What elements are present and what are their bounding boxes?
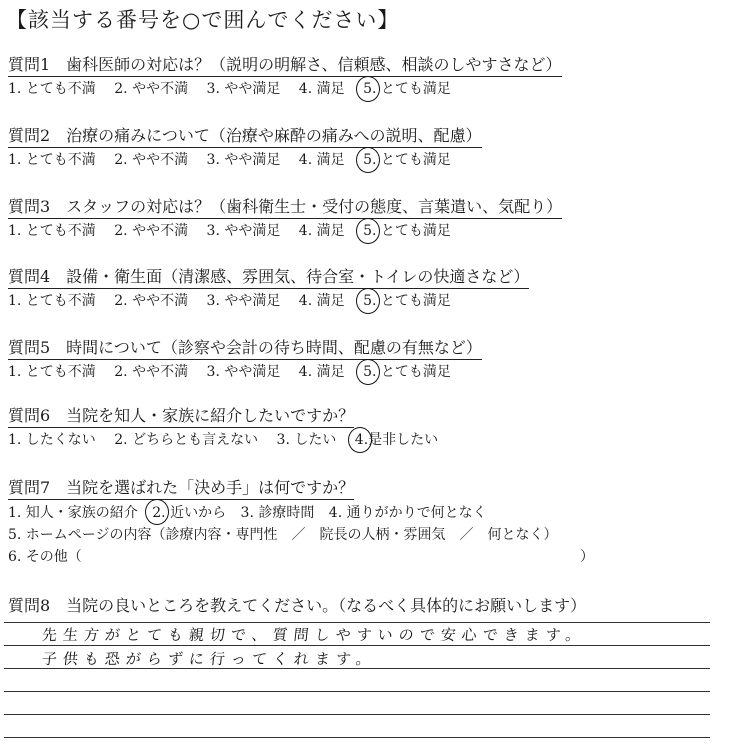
- question-3: [8, 197, 562, 240]
- question-8: [8, 596, 586, 617]
- option-1[interactable]: 1. とても不満: [8, 364, 96, 380]
- option-1[interactable]: 1. 知人・家族の紹介: [8, 505, 138, 521]
- option-5-circled[interactable]: [363, 292, 451, 310]
- question-4-label: 質問4 設備・衛生面（清潔感、雰囲気、待合室・トイレの快適さなど）: [8, 267, 529, 289]
- question-7-option-5[interactable]: 5. ホームページの内容（診療内容・専門性 ／ 院長の人柄・雰囲気 ／ 何となく）: [8, 527, 558, 543]
- handwritten-answer-line-1: 先生方がとても親切で、質問しやすいので安心できます。: [41, 626, 588, 644]
- handwritten-answer-line-2: 子供も恐がらずに行ってくれます。: [41, 650, 378, 668]
- answer-line: [4, 622, 710, 623]
- option-1[interactable]: 1. とても不満: [8, 223, 96, 239]
- option-3[interactable]: 3. やや満足: [206, 364, 281, 380]
- answer-line: [4, 714, 710, 715]
- option-5-text: とても満足: [380, 293, 451, 309]
- option-1[interactable]: 1. とても不満: [8, 293, 96, 309]
- answer-line: [4, 645, 710, 646]
- option-5-text: とても満足: [380, 223, 451, 239]
- option-1[interactable]: 1. したくない: [8, 432, 96, 448]
- question-6-options: [8, 431, 452, 449]
- option-4[interactable]: 4. 満足: [298, 364, 345, 380]
- option-5-number: 5.: [363, 364, 377, 380]
- option-2[interactable]: 2. やや不満: [114, 81, 189, 97]
- question-2-options: [8, 151, 482, 169]
- option-4-circled[interactable]: [355, 431, 438, 449]
- question-3-options: [8, 222, 562, 240]
- option-2[interactable]: 2. やや不満: [114, 293, 189, 309]
- question-7-options-row1: [8, 503, 593, 523]
- question-3-label: 質問3 スタッフの対応は？（歯科衛生士・受付の態度、言葉遣い、気配り）: [8, 197, 562, 219]
- question-7-option-6-row: [8, 547, 593, 567]
- option-4-text: 是非したい: [368, 432, 439, 448]
- option-5-text: とても満足: [380, 152, 451, 168]
- question-2: [8, 126, 482, 169]
- answer-line: [4, 691, 710, 692]
- option-2-circled[interactable]: [152, 503, 226, 523]
- option-2[interactable]: 2. どちらとも言えない: [114, 432, 259, 448]
- page-title: 【該当する番号を○で囲んでください】: [6, 8, 400, 32]
- option-4[interactable]: 4. 満足: [298, 81, 345, 97]
- option-2-number: 2.: [152, 505, 166, 521]
- question-5-label: 質問5 時間について（診察や会計の待ち時間、配慮の有無など）: [8, 338, 482, 360]
- option-5-text: とても満足: [380, 81, 451, 97]
- question-8-label: 質問8 当院の良いところを教えてください。（なるべく具体的にお願いします）: [8, 596, 587, 615]
- question-1-options: [8, 80, 562, 98]
- option-2-text: 近いから: [170, 505, 227, 521]
- option-2[interactable]: 2. やや不満: [114, 152, 189, 168]
- option-1[interactable]: 1. とても不満: [8, 152, 96, 168]
- option-5-text: とても満足: [380, 364, 451, 380]
- question-7: [8, 478, 593, 567]
- option-5-circled[interactable]: [363, 80, 451, 98]
- option-1[interactable]: 1. とても不満: [8, 81, 96, 97]
- option-5-circled[interactable]: [363, 151, 451, 169]
- option-2[interactable]: 2. やや不満: [114, 223, 189, 239]
- option-3[interactable]: 3. 診療時間: [240, 505, 315, 521]
- option-3[interactable]: 3. やや満足: [206, 293, 281, 309]
- option-5-circled[interactable]: [363, 222, 451, 240]
- option-5-number: 5.: [363, 293, 377, 309]
- option-5-number: 5.: [363, 81, 377, 97]
- option-4[interactable]: 4. 満足: [298, 293, 345, 309]
- option-4[interactable]: 4. 満足: [298, 223, 345, 239]
- option-3[interactable]: 3. やや満足: [206, 81, 281, 97]
- option-2[interactable]: 2. やや不満: [114, 364, 189, 380]
- question-4-options: [8, 292, 529, 310]
- question-6-label: 質問6 当院を知人・家族に紹介したいですか？: [8, 406, 354, 428]
- option-3[interactable]: 3. やや満足: [206, 223, 281, 239]
- question-1: [8, 55, 562, 98]
- option-5-number: 5.: [363, 223, 377, 239]
- question-5-options: [8, 363, 482, 381]
- option-5-number: 5.: [363, 152, 377, 168]
- option-6-close-paren: ）: [580, 549, 594, 565]
- option-4[interactable]: 4. 通りがかりで何となく: [328, 505, 487, 521]
- option-3[interactable]: 3. やや満足: [206, 152, 281, 168]
- option-5-circled[interactable]: [363, 363, 451, 381]
- question-1-label: 質問1 歯科医師の対応は？（説明の明解さ、信頼感、相談のしやすさなど）: [8, 55, 562, 77]
- option-6[interactable]: 6. その他（: [8, 549, 82, 565]
- option-4-number: 4.: [354, 432, 369, 448]
- question-2-label: 質問2 治療の痛みについて（治療や麻酔の痛みへの説明、配慮）: [8, 126, 482, 148]
- option-3[interactable]: 3. したい: [276, 432, 337, 448]
- answer-line: [4, 737, 710, 738]
- question-4: [8, 267, 529, 310]
- question-5: [8, 338, 482, 381]
- option-4[interactable]: 4. 満足: [298, 152, 345, 168]
- question-7-label: 質問7 当院を選ばれた「決め手」は何ですか？: [8, 478, 354, 500]
- question-6: [8, 406, 452, 449]
